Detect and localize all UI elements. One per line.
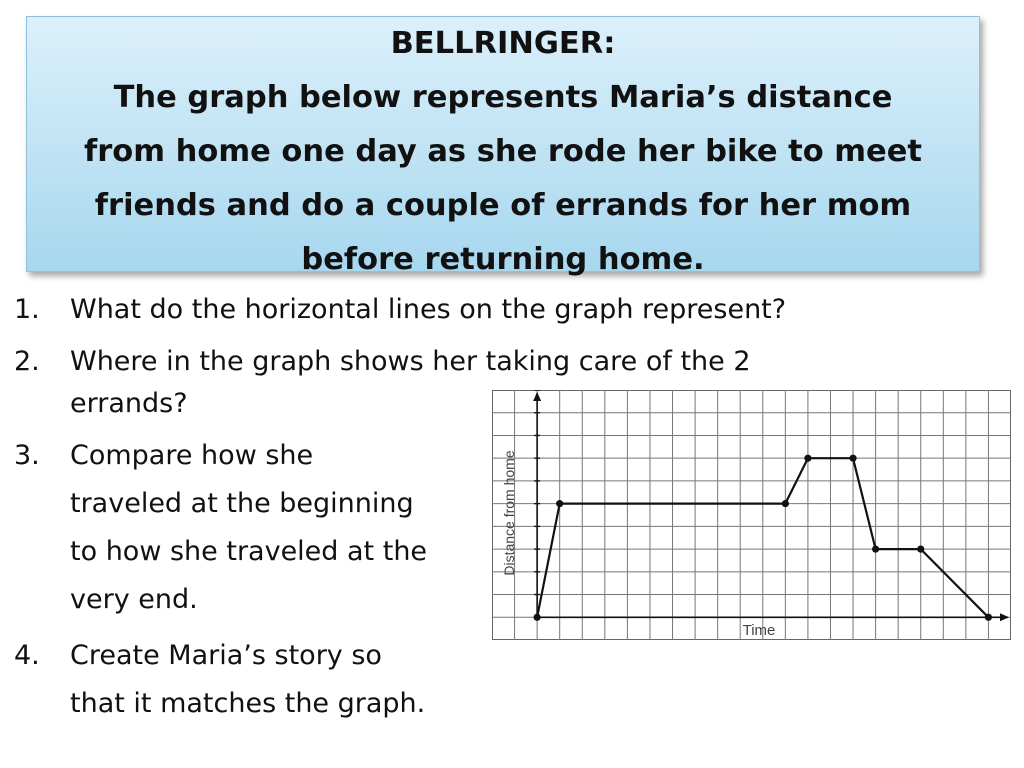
data-point (849, 455, 856, 462)
prompt-line-4: before returning home. (301, 242, 705, 277)
question-3-text-line-3: to how she traveled at the (70, 536, 428, 567)
prompt-line-2: from home one day as she rode her bike to meet (83, 134, 923, 169)
question-3-text-line-1: Compare how she (70, 440, 314, 471)
data-point (782, 500, 789, 507)
distance-time-graph (492, 390, 1011, 640)
x-axis-label: Time (742, 622, 776, 639)
question-3-text-line-4: very end. (70, 584, 198, 615)
bellringer-box (26, 16, 980, 277)
question-3-number: 3. (14, 440, 40, 471)
question-1-number: 1. (14, 294, 40, 325)
prompt-line-1: The graph below represents Maria’s distance (113, 80, 893, 115)
data-point (804, 455, 811, 462)
y-axis-label: Distance from home (501, 450, 517, 576)
bellringer-title: BELLRINGER: (390, 26, 616, 61)
y-axis-arrow (533, 392, 541, 401)
question-1-text: What do the horizontal lines on the graph represent? (70, 294, 787, 325)
x-axis-arrow (1000, 613, 1009, 621)
question-4-number: 4. (14, 640, 40, 671)
question-4-text-line-1: Create Maria’s story so (70, 640, 382, 671)
question-2-text-line-2: errands? (70, 388, 188, 419)
question-4-text-line-2: that it matches the graph. (70, 688, 426, 719)
data-point (917, 545, 924, 552)
data-point (872, 545, 879, 552)
graph-frame (493, 391, 1011, 640)
question-2-text-line-1: Where in the graph shows her taking care of the 2 (70, 346, 751, 377)
data-point (985, 614, 992, 621)
data-point (534, 614, 541, 621)
question-2-number: 2. (14, 346, 40, 377)
data-point (556, 500, 563, 507)
question-3-text-line-2: traveled at the beginning (70, 488, 414, 519)
prompt-line-3: friends and do a couple of errands for her mom (94, 188, 912, 223)
